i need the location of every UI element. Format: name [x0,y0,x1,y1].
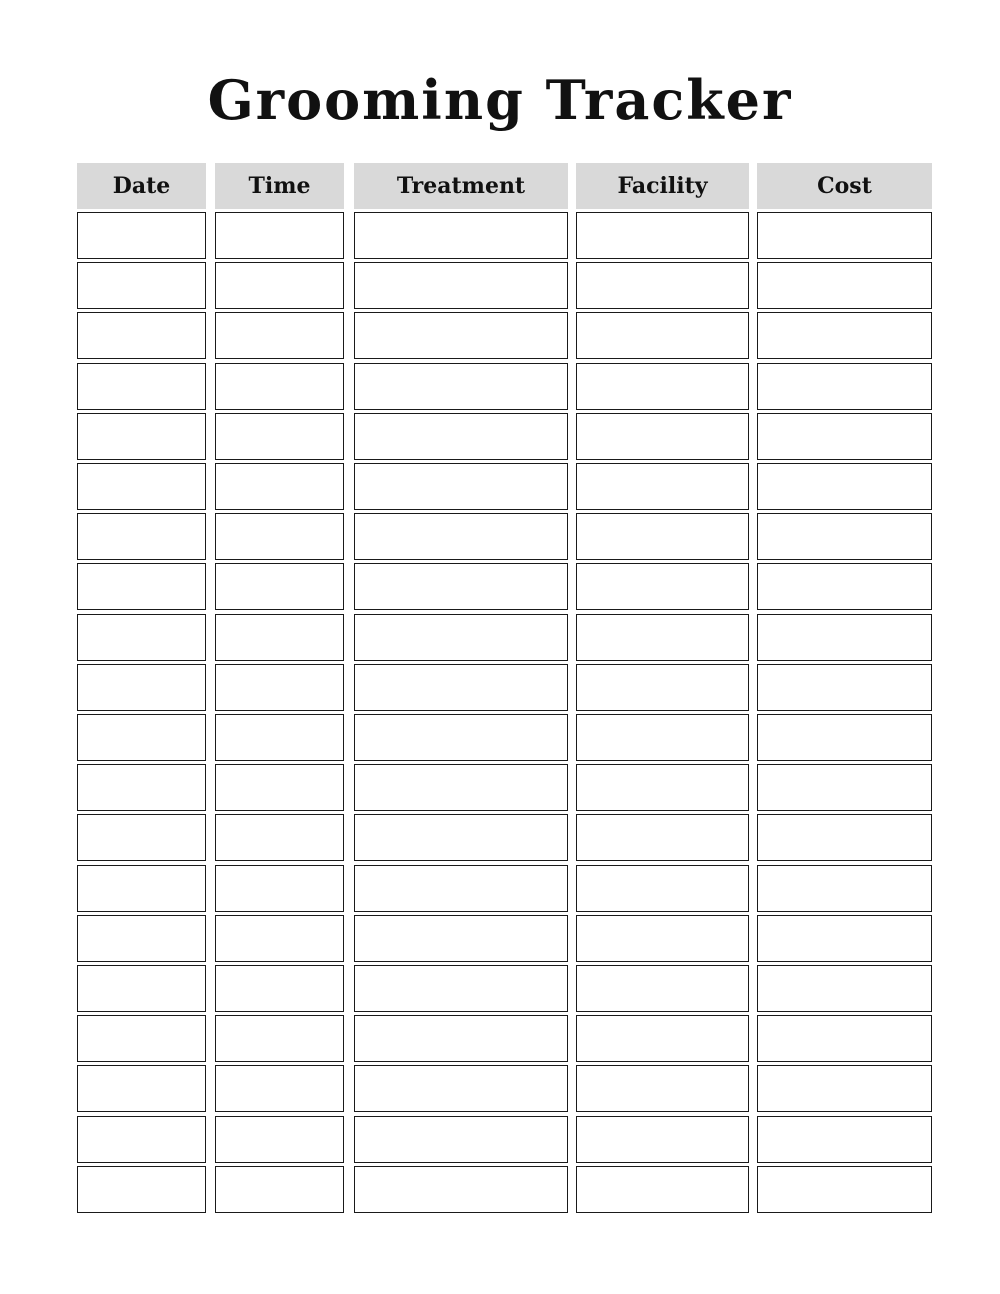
cell-facility[interactable] [576,513,749,560]
table-row [77,1166,932,1213]
cell-treatment[interactable] [354,363,568,410]
cell-time[interactable] [215,1065,344,1112]
cell-time[interactable] [215,312,344,359]
cell-facility[interactable] [576,1065,749,1112]
cell-time[interactable] [215,1015,344,1062]
cell-treatment[interactable] [354,614,568,661]
cell-time[interactable] [215,915,344,962]
cell-facility[interactable] [576,865,749,912]
cell-treatment[interactable] [354,312,568,359]
table-row [77,312,932,359]
cell-cost[interactable] [757,915,932,962]
cell-date[interactable] [77,915,206,962]
cell-cost[interactable] [757,312,932,359]
table-row [77,1065,932,1112]
cell-time[interactable] [215,413,344,460]
cell-facility[interactable] [576,664,749,711]
cell-cost[interactable] [757,262,932,309]
table-row [77,1116,932,1163]
cell-facility[interactable] [576,413,749,460]
page-title: Grooming Tracker [207,68,793,132]
cell-date[interactable] [77,814,206,861]
cell-date[interactable] [77,212,206,259]
cell-facility[interactable] [576,1015,749,1062]
cell-time[interactable] [215,965,344,1012]
table-row [77,965,932,1012]
cell-facility[interactable] [576,212,749,259]
cell-facility[interactable] [576,714,749,761]
cell-cost[interactable] [757,1116,932,1163]
column-header-cost: Cost [757,163,932,209]
cell-facility[interactable] [576,1116,749,1163]
cell-facility[interactable] [576,614,749,661]
cell-cost[interactable] [757,1015,932,1062]
cell-treatment[interactable] [354,865,568,912]
cell-time[interactable] [215,563,344,610]
cell-cost[interactable] [757,814,932,861]
table-header [77,163,932,209]
cell-cost[interactable] [757,363,932,410]
table-row [77,563,932,610]
cell-treatment[interactable] [354,463,568,510]
cell-time[interactable] [215,363,344,410]
table-row [77,1015,932,1062]
cell-time[interactable] [215,614,344,661]
cell-cost[interactable] [757,865,932,912]
cell-facility[interactable] [576,965,749,1012]
cell-date[interactable] [77,714,206,761]
cell-date[interactable] [77,965,206,1012]
cell-date[interactable] [77,463,206,510]
cell-time[interactable] [215,1116,344,1163]
cell-time[interactable] [215,212,344,259]
cell-treatment[interactable] [354,262,568,309]
cell-time[interactable] [215,814,344,861]
table-row [77,463,932,510]
cell-cost[interactable] [757,614,932,661]
cell-facility[interactable] [576,262,749,309]
cell-date[interactable] [77,363,206,410]
cell-facility[interactable] [576,312,749,359]
table-row [77,814,932,861]
column-header-treatment: Treatment [354,163,568,209]
cell-treatment[interactable] [354,513,568,560]
cell-treatment[interactable] [354,1015,568,1062]
cell-time[interactable] [215,262,344,309]
cell-date[interactable] [77,312,206,359]
cell-cost[interactable] [757,965,932,1012]
table-row [77,363,932,410]
cell-cost[interactable] [757,563,932,610]
cell-treatment[interactable] [354,1116,568,1163]
cell-treatment[interactable] [354,563,568,610]
cell-cost[interactable] [757,1166,932,1213]
table-row [77,714,932,761]
cell-cost[interactable] [757,413,932,460]
cell-facility[interactable] [576,814,749,861]
cell-facility[interactable] [576,363,749,410]
table-row [77,262,932,309]
cell-facility[interactable] [576,764,749,811]
cell-treatment[interactable] [354,413,568,460]
cell-date[interactable] [77,413,206,460]
cell-treatment[interactable] [354,814,568,861]
cell-time[interactable] [215,865,344,912]
cell-facility[interactable] [576,915,749,962]
cell-treatment[interactable] [354,714,568,761]
table-row [77,413,932,460]
cell-treatment[interactable] [354,915,568,962]
cell-date[interactable] [77,1015,206,1062]
cell-treatment[interactable] [354,764,568,811]
cell-time[interactable] [215,714,344,761]
cell-treatment[interactable] [354,965,568,1012]
cell-date[interactable] [77,664,206,711]
cell-treatment[interactable] [354,1166,568,1213]
cell-facility[interactable] [576,563,749,610]
table-row [77,764,932,811]
cell-treatment[interactable] [354,664,568,711]
cell-treatment[interactable] [354,1065,568,1112]
cell-facility[interactable] [576,463,749,510]
table-row [77,865,932,912]
cell-facility[interactable] [576,1166,749,1213]
cell-time[interactable] [215,1166,344,1213]
cell-treatment[interactable] [354,212,568,259]
table-row [77,664,932,711]
cell-date[interactable] [77,563,206,610]
column-header-time: Time [215,163,344,209]
cell-cost[interactable] [757,513,932,560]
table-row [77,915,932,962]
cell-date[interactable] [77,1116,206,1163]
table-row [77,212,932,259]
column-header-date: Date [77,163,206,209]
cell-date[interactable] [77,865,206,912]
cell-cost[interactable] [757,1065,932,1112]
cell-time[interactable] [215,463,344,510]
cell-time[interactable] [215,664,344,711]
cell-date[interactable] [77,1065,206,1112]
table-row [77,513,932,560]
cell-date[interactable] [77,614,206,661]
cell-cost[interactable] [757,764,932,811]
cell-cost[interactable] [757,212,932,259]
cell-cost[interactable] [757,463,932,510]
cell-cost[interactable] [757,714,932,761]
column-header-facility: Facility [576,163,749,209]
cell-date[interactable] [77,262,206,309]
cell-date[interactable] [77,764,206,811]
cell-date[interactable] [77,513,206,560]
cell-cost[interactable] [757,664,932,711]
table-row [77,614,932,661]
cell-date[interactable] [77,1166,206,1213]
cell-time[interactable] [215,764,344,811]
cell-time[interactable] [215,513,344,560]
